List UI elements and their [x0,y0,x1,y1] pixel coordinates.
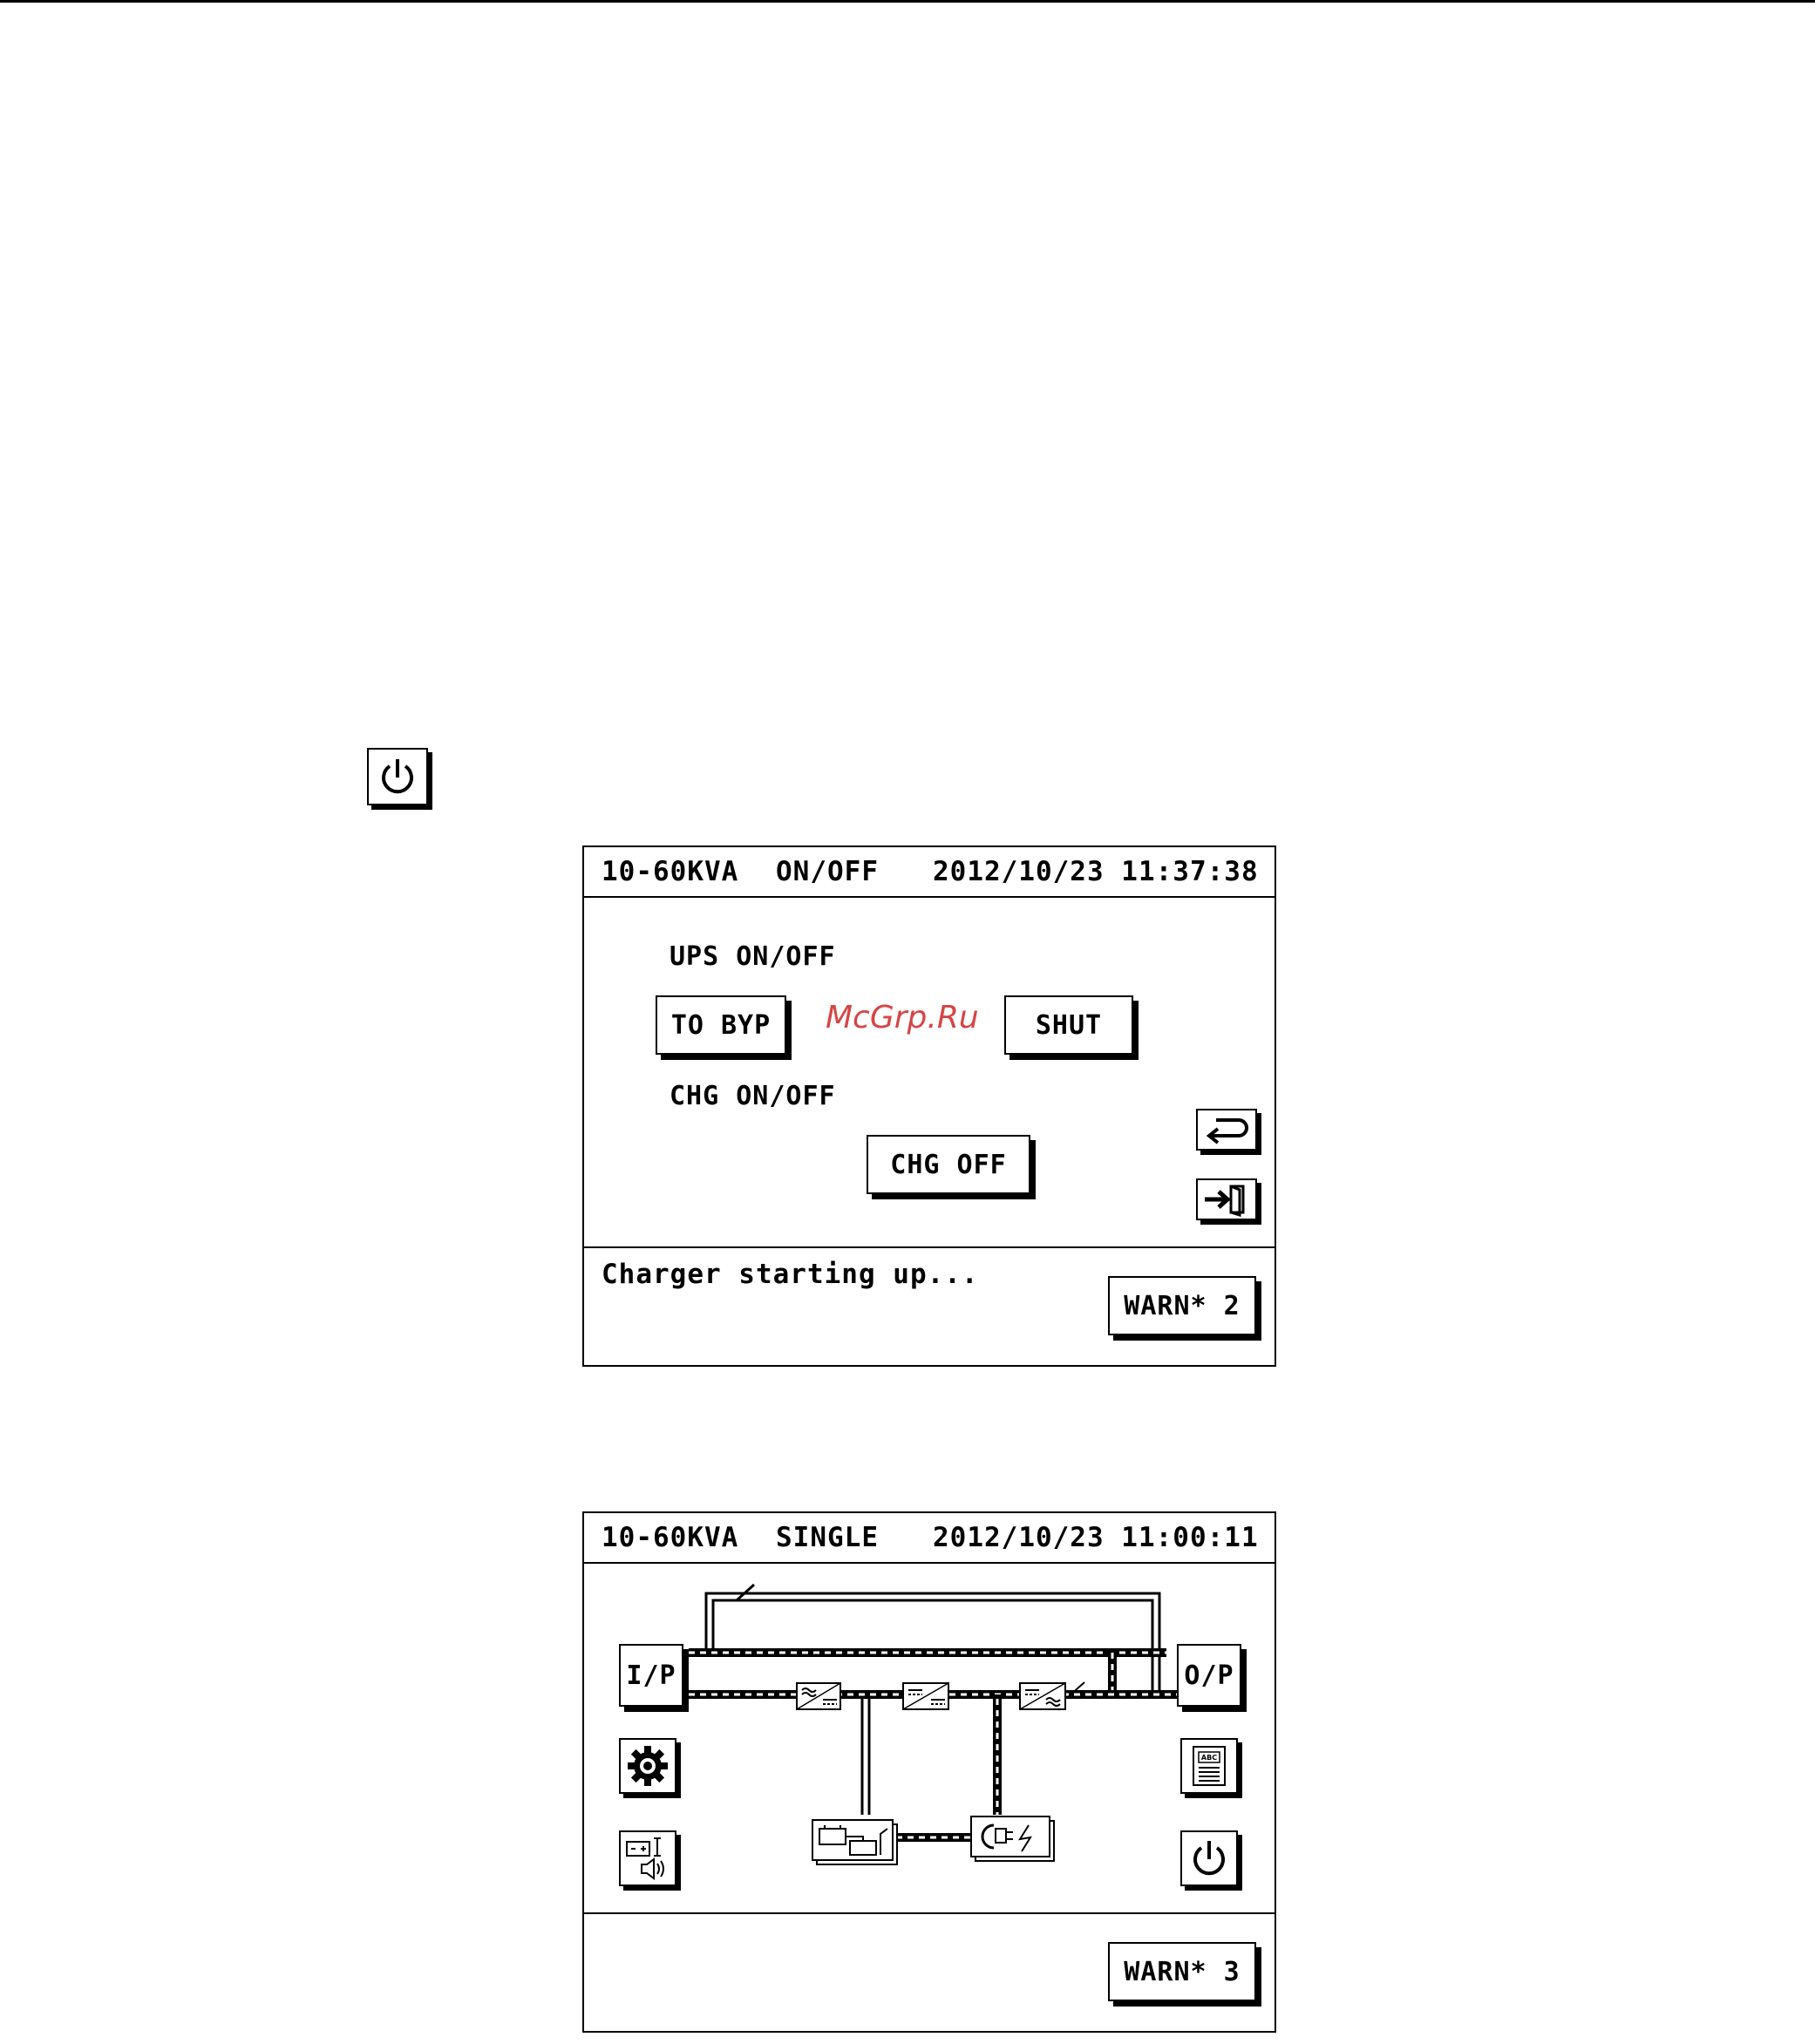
svg-text:ABC: ABC [1200,1754,1218,1762]
warn-button[interactable]: WARN* 2 [1108,1276,1256,1335]
power-flow-diagram [584,1564,1275,1912]
mode-label: ON/OFF [776,856,879,887]
battery-alarm-icon [624,1835,671,1882]
mimic-diagram-body [584,1564,1275,1914]
title-bar [584,1513,1275,1564]
power-key-icon [367,748,428,805]
model-label: 10-60KVA [602,856,739,887]
battery-generator-link [896,1833,975,1842]
mode-label: SINGLE [776,1522,879,1553]
datetime-label: 2012/10/23 11:00:11 [933,1522,1259,1553]
status-message: Charger starting up... [602,1259,979,1290]
onoff-screen [582,845,1276,1367]
warn-button[interactable]: WARN* 3 [1108,1942,1256,2001]
gear-icon [626,1744,670,1788]
generator-icon [971,1817,1054,1861]
status-footer [584,1914,1275,2031]
dc-dc-icon [903,1683,948,1709]
input-button[interactable]: I/P [619,1644,683,1707]
exit-icon [1201,1182,1252,1217]
chg-onoff-label: CHG ON/OFF [670,1081,836,1111]
back-button[interactable] [1196,1109,1257,1151]
rectifier-icon [797,1683,840,1709]
battery-icon [812,1820,897,1864]
log-button[interactable] [1180,1738,1238,1794]
settings-button[interactable] [619,1738,676,1794]
back-icon [1204,1115,1249,1144]
battery-maintenance-button[interactable] [619,1830,676,1886]
model-label: 10-60KVA [602,1522,739,1553]
battery-link [862,1699,869,1815]
page-top-rule [0,0,1815,3]
generator-link [993,1694,1002,1815]
main-screen [582,1511,1276,2033]
charger-off-button[interactable]: CHG OFF [867,1135,1030,1194]
onoff-body [584,898,1275,1248]
power-button[interactable] [1180,1830,1238,1886]
ups-onoff-label: UPS ON/OFF [670,941,836,972]
title-bar [584,847,1275,898]
power-icon [1187,1837,1231,1880]
bypass-line [706,1585,1159,1693]
inverter-icon [1020,1683,1065,1709]
watermark: McGrp.Ru [826,1000,979,1036]
shut-button[interactable]: SHUT [1004,995,1133,1055]
datetime-label: 2012/10/23 11:37:38 [933,856,1259,887]
output-button[interactable]: O/P [1177,1644,1241,1707]
to-bypass-button[interactable]: TO BYP [656,995,786,1055]
exit-button[interactable] [1196,1178,1257,1220]
status-footer [584,1248,1275,1365]
log-icon [1190,1744,1228,1788]
